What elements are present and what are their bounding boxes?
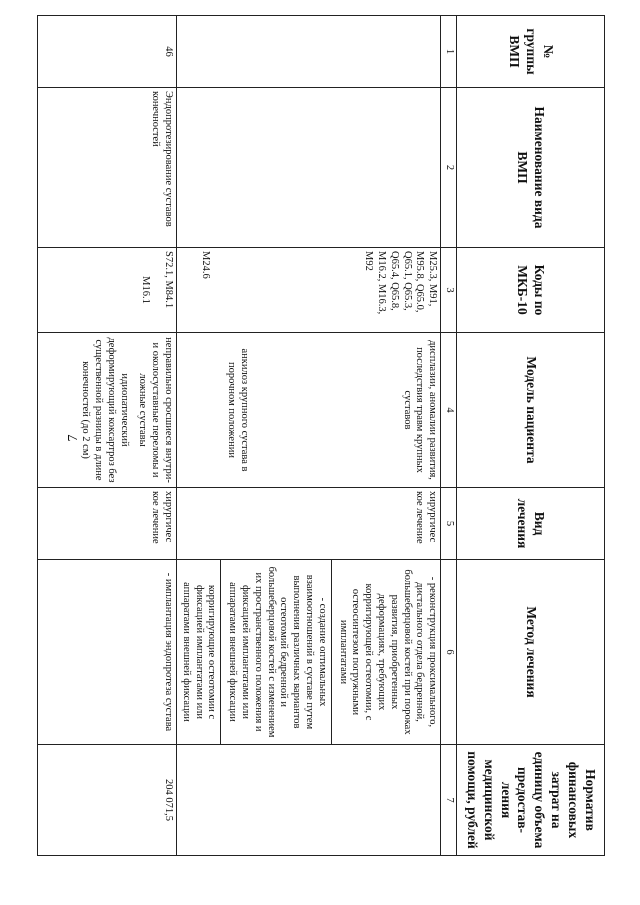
model-text: неправильно сросшиеся внутри- и околосуставные переломы и ложные суставы xyxy=(137,337,175,483)
column-number-row xyxy=(441,16,457,856)
cell-name xyxy=(177,88,441,248)
cell-codes xyxy=(177,248,441,333)
header-group-number: № группы ВМП xyxy=(457,16,605,88)
cell-method xyxy=(177,560,441,745)
cell-method xyxy=(38,560,177,745)
codes-text: M16.1 xyxy=(140,276,152,304)
column-number: 3 xyxy=(441,248,457,333)
header-icd-codes: Коды по МКБ-10 xyxy=(457,248,605,333)
column-number: 4 xyxy=(441,333,457,488)
rotated-table-container xyxy=(80,15,605,855)
model-text: дисплазии, аномалии развития, последствия травм крупных суставов xyxy=(401,340,439,480)
table-row xyxy=(177,16,441,856)
table-row xyxy=(38,16,177,856)
header-treatment-method: Метод лечения xyxy=(457,560,605,745)
column-number: 5 xyxy=(441,488,457,560)
cell-price xyxy=(177,745,441,856)
cell-treatment: хирургичес кое лечение xyxy=(177,488,441,560)
cell-name: Эндопротезирование суставов конечностей xyxy=(38,88,177,248)
column-number: 6 xyxy=(441,560,457,745)
column-number: 7 xyxy=(441,745,457,856)
cell-group: 46 xyxy=(38,16,177,88)
header-row xyxy=(457,16,605,856)
method-text: корригирующие остеотомии с фиксацией имплантатами или аппаратами внешней фиксации xyxy=(179,560,221,744)
method-text: - создание оптимальных взаимоотношений в суставе путем выполнения различных вариантов остеотомий бедренной и большеберцовой костей с изменением их пространственного положения и фиксацией имплантатами или аппаратами внешней фиксации xyxy=(225,560,331,744)
method-text: - имплантация эндопротеза сустава xyxy=(163,572,175,732)
vmp-table xyxy=(37,15,605,856)
cell-codes xyxy=(38,248,177,333)
page-number: 7 xyxy=(66,434,81,442)
column-number: 2 xyxy=(441,88,457,248)
method-text: - реконструкция проксимального, дистального отдела бедренной, большеберцовой костей при пороках развития, приобретенных деформациях, требующих корригирующей остеотомии, с остеосинтезом погружными имплантатами xyxy=(337,569,439,735)
model-text: анкилоз крупного сустава в порочном положении xyxy=(226,348,250,472)
header-treatment-type: Вид лечения xyxy=(457,488,605,560)
codes-text: M24.6 xyxy=(200,251,212,279)
header-cost-norm: Норматив финансовых затрат на единицу объема предостав-ления медицинской помощи, рублей xyxy=(457,745,605,856)
codes-text: S72.1, M84.1 xyxy=(163,251,175,309)
cell-model xyxy=(177,333,441,488)
codes-text: M25.3, M91, M95.8, Q65.0, Q65.1, Q65.3, Q65.4, Q65.8, M16.2, M16.3, M92 xyxy=(363,251,439,315)
column-number: 1 xyxy=(441,16,457,88)
model-text: идиопатический деформирующий коксартроз без существенной разницы в длине конечностей (до 2 см) xyxy=(80,337,130,483)
header-vmp-name: Наименование вида ВМП xyxy=(457,88,605,248)
cell-model xyxy=(38,333,177,488)
cell-group xyxy=(177,16,441,88)
cell-treatment: хирургичес кое лечение xyxy=(38,488,177,560)
header-patient-model: Модель пациента xyxy=(457,333,605,488)
cell-price: 204 071,5 xyxy=(38,745,177,856)
